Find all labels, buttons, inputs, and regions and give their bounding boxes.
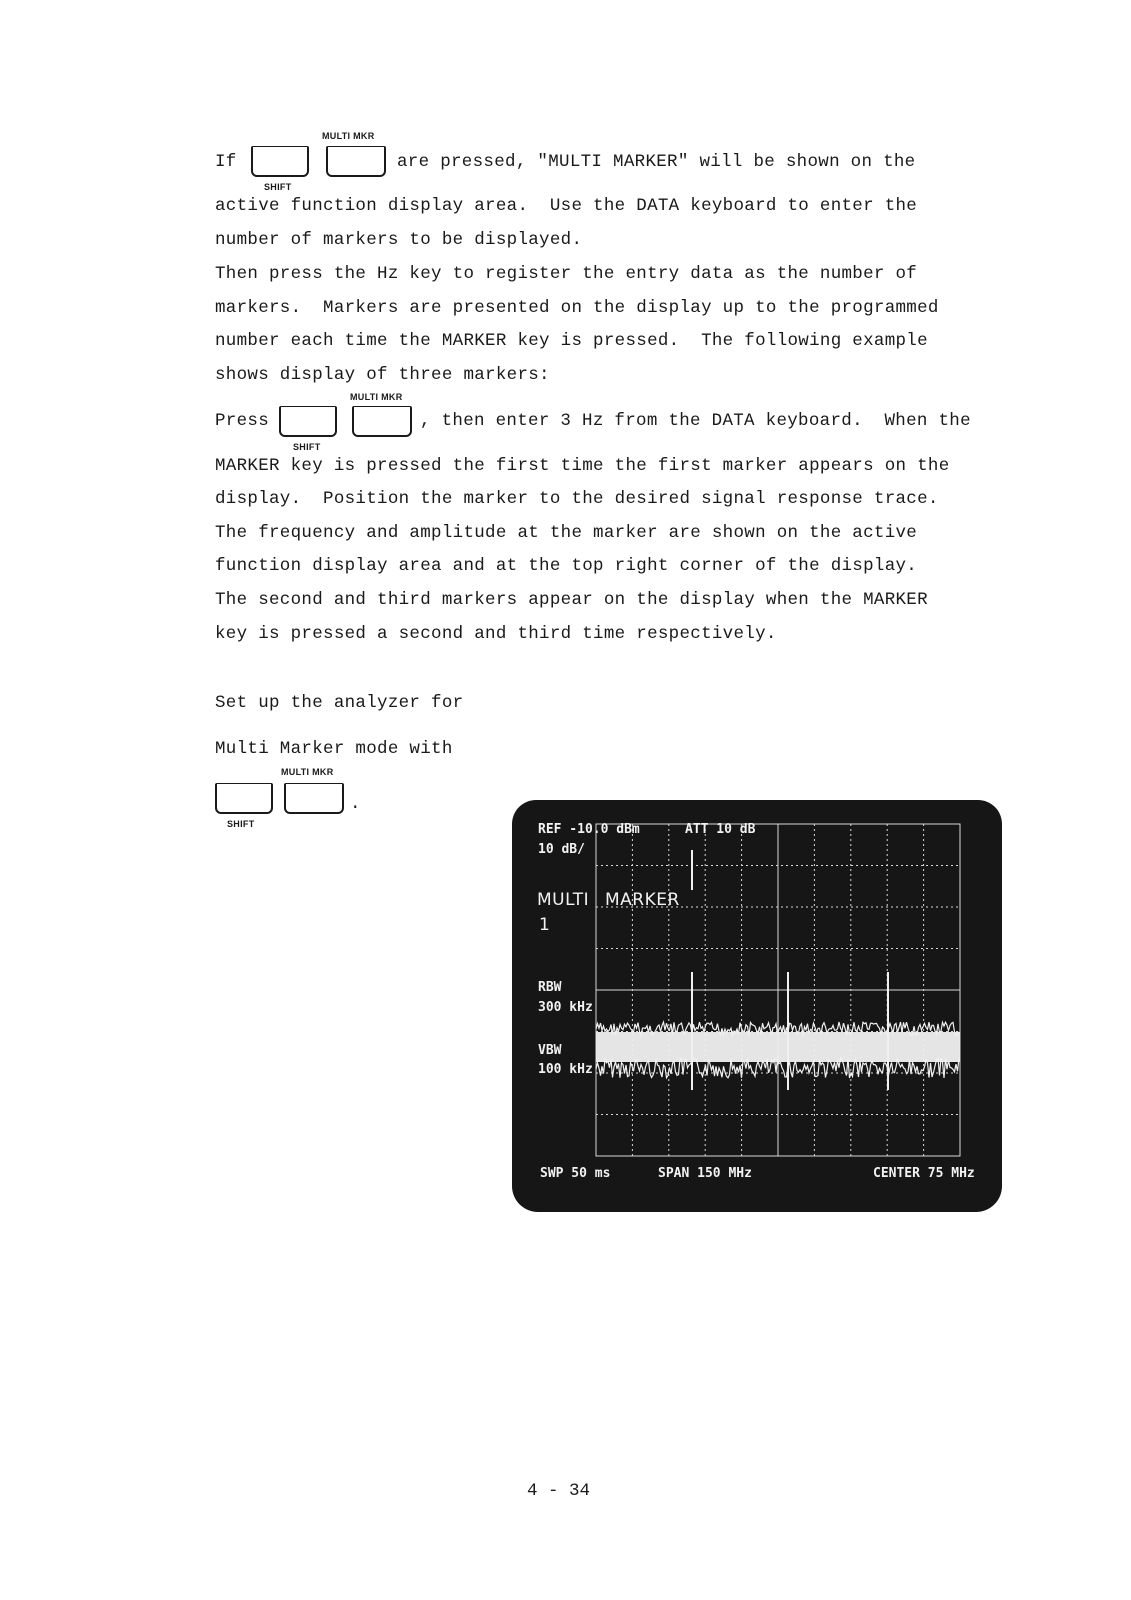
attenuation: ATT 10 dB — [685, 822, 756, 837]
text-line-8-start: Press — [215, 411, 270, 431]
shift-key — [279, 406, 337, 437]
rbw-value: 300 kHz — [538, 1000, 593, 1015]
marker-count: 1 — [539, 915, 551, 935]
text-line-10: display. Position the marker to the desired signal response trace. — [215, 489, 939, 509]
text-line-17-end: . — [350, 794, 361, 814]
shift-key-label: SHIFT — [227, 819, 255, 829]
text-line-13: The second and third markers appear on the display when the MARKER — [215, 590, 928, 610]
multi-mkr-key — [326, 146, 386, 177]
text-line-3: number of markers to be displayed. — [215, 230, 583, 250]
page-number: 4 - 34 — [527, 1481, 591, 1501]
text-line-4: Then press the Hz key to register the entry data as the number of — [215, 264, 918, 284]
vbw-value: 100 kHz — [538, 1062, 593, 1077]
analyzer-screen — [512, 800, 1002, 1212]
text-line-6: number each time the MARKER key is pressed. The following example — [215, 331, 928, 351]
text-line-1-end: are pressed, "MULTI MARKER" will be shown on the — [397, 152, 916, 172]
marker-label: MARKER — [605, 890, 680, 910]
shift-key — [251, 146, 309, 177]
vbw-label: VBW — [538, 1043, 562, 1058]
text-line-14: key is pressed a second and third time respectively. — [215, 624, 777, 644]
text-line-11: The frequency and amplitude at the marker are shown on the active — [215, 523, 918, 543]
span: SPAN 150 MHz — [658, 1166, 752, 1181]
center-frequency: CENTER 75 MHz — [873, 1166, 975, 1181]
text-line-5: markers. Markers are presented on the display up to the programmed — [215, 298, 939, 318]
text-line-16: Multi Marker mode with — [215, 739, 453, 759]
text-line-1-start: If — [215, 152, 237, 172]
text-line-8-end: , then enter 3 Hz from the DATA keyboard. When the — [420, 411, 971, 431]
text-line-7: shows display of three markers: — [215, 365, 550, 385]
multi-mkr-key-label: MULTI MKR — [322, 131, 375, 141]
rbw-label: RBW — [538, 980, 562, 995]
scale: 10 dB/ — [538, 842, 585, 857]
ref-level: REF -10.0 dBm — [538, 822, 640, 837]
multi-mkr-key-label: MULTI MKR — [350, 392, 403, 402]
text-line-12: function display area and at the top right corner of the display. — [215, 556, 918, 576]
multi-mkr-key — [284, 783, 344, 814]
shift-key — [215, 783, 273, 814]
multi-mkr-key-label: MULTI MKR — [281, 767, 334, 777]
text-line-9: MARKER key is pressed the first time the first marker appears on the — [215, 456, 950, 476]
shift-key-label: SHIFT — [293, 442, 321, 452]
shift-key-label: SHIFT — [264, 182, 292, 192]
text-line-15: Set up the analyzer for — [215, 693, 464, 713]
text-line-2: active function display area. Use the DATA keyboard to enter the — [215, 196, 918, 216]
sweep-time: SWP 50 ms — [540, 1166, 611, 1181]
multi-mkr-key — [352, 406, 412, 437]
multi-label: MULTI — [537, 890, 590, 910]
